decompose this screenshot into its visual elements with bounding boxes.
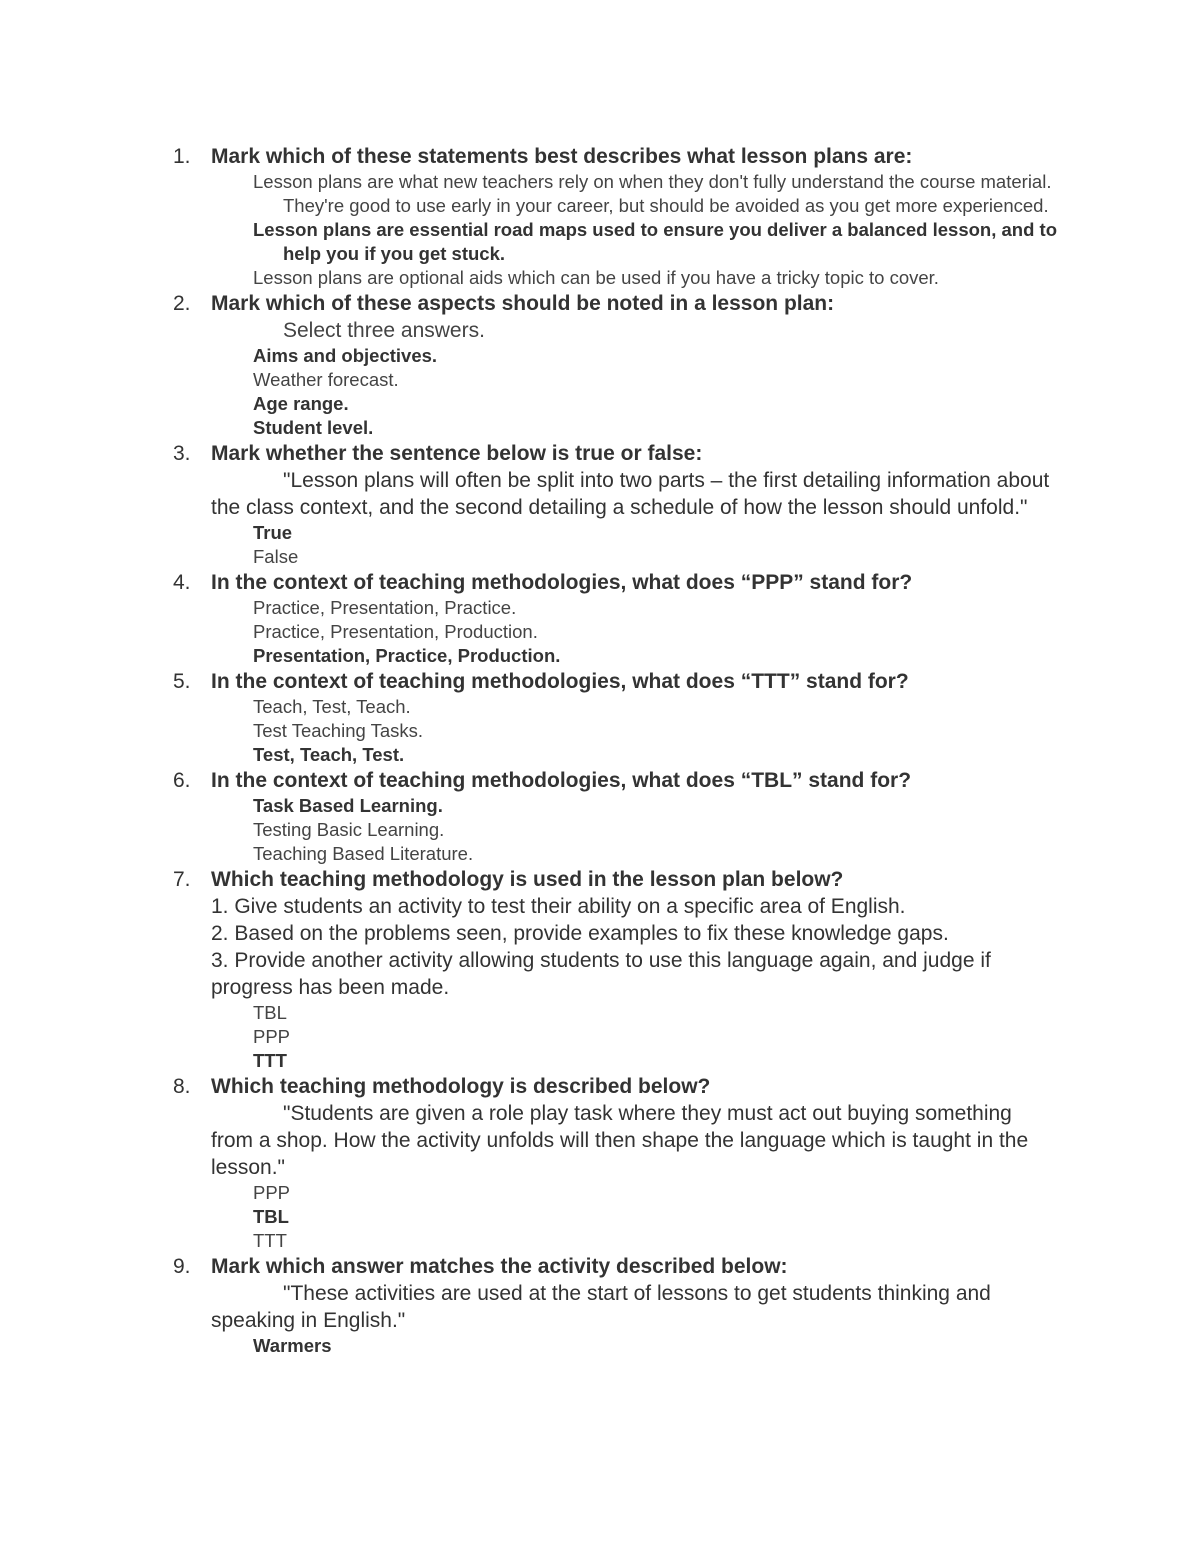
question-text: Mark whether the sentence below is true or false: [211, 442, 703, 465]
answer-options [211, 794, 1200, 866]
answer-option[interactable]: TBL [253, 1002, 287, 1023]
answer-options [211, 596, 1200, 668]
answer-option[interactable]: Testing Basic Learning. [253, 819, 445, 840]
answer-option[interactable]: Lesson plans are what new teachers rely on when they don't fully understand the course material. They're good to use early in your career, but should be avoided as you get more experienced. [253, 171, 1052, 216]
question-text: Mark which of these statements best describes what lesson plans are: [211, 145, 913, 168]
answer-option[interactable]: False [253, 546, 299, 567]
question-number: 2. [173, 292, 191, 315]
answer-option[interactable]: Teach, Test, Teach. [253, 696, 411, 717]
question-number: 6. [173, 769, 191, 792]
answer-option[interactable]: Practice, Presentation, Practice. [253, 597, 517, 618]
answer-option-correct[interactable]: TBL [253, 1206, 289, 1227]
answer-option[interactable]: Teaching Based Literature. [253, 843, 474, 864]
answer-option-correct[interactable]: Student level. [253, 417, 374, 438]
answer-options [211, 1334, 1200, 1358]
question-item [0, 1073, 1200, 1253]
question-text: In the context of teaching methodologies, what does “TTT” stand for? [211, 670, 909, 693]
question-number: 4. [173, 571, 191, 594]
answer-option[interactable]: TTT [253, 1230, 287, 1251]
answer-option-correct[interactable]: Test, Teach, Test. [253, 744, 405, 765]
answer-option[interactable]: PPP [253, 1026, 291, 1047]
answer-option-correct[interactable]: Aims and objectives. [253, 345, 438, 366]
answer-options [211, 521, 1200, 569]
quiz-list [0, 143, 1200, 1358]
question-item [0, 143, 1200, 290]
answer-option-correct[interactable]: Lesson plans are essential road maps used to ensure you deliver a balanced lesson, and to help you if you get stuck. [253, 219, 1057, 264]
answer-option-correct[interactable]: True [253, 522, 293, 543]
question-item [0, 569, 1200, 668]
question-instruction: Select three answers. [283, 319, 485, 342]
answer-options [211, 1181, 1200, 1253]
lesson-step: 1. Give students an activity to test their ability on a specific area of English. [211, 895, 906, 918]
question-item [0, 767, 1200, 866]
answer-option[interactable]: Practice, Presentation, Production. [253, 621, 538, 642]
question-text: Mark which answer matches the activity described below: [211, 1255, 788, 1278]
lesson-step: 2. Based on the problems seen, provide examples to fix these knowledge gaps. [211, 922, 949, 945]
question-item [0, 440, 1200, 569]
question-item [0, 290, 1200, 440]
answer-option-correct[interactable]: Task Based Learning. [253, 795, 443, 816]
answer-option-correct[interactable]: TTT [253, 1050, 287, 1071]
answer-options [211, 344, 1200, 440]
question-number: 3. [173, 442, 191, 465]
question-text: In the context of teaching methodologies, what does “TBL” stand for? [211, 769, 912, 792]
question-item [0, 1253, 1200, 1358]
question-prompt: "These activities are used at the start of lessons to get students thinking and speaking in English." [211, 1282, 991, 1332]
question-item [0, 866, 1200, 1073]
question-number: 1. [173, 145, 191, 168]
question-text: Which teaching methodology is used in the lesson plan below? [211, 868, 844, 891]
question-number: 5. [173, 670, 191, 693]
answer-options [211, 1001, 1200, 1073]
question-text: In the context of teaching methodologies, what does “PPP” stand for? [211, 571, 913, 594]
question-number: 9. [173, 1255, 191, 1278]
answer-option[interactable]: Test Teaching Tasks. [253, 720, 424, 741]
question-item [0, 668, 1200, 767]
lesson-step: 3. Provide another activity allowing students to use this language again, and judge if progress has been made. [211, 949, 991, 999]
answer-option-correct[interactable]: Presentation, Practice, Production. [253, 645, 561, 666]
answer-option[interactable]: Weather forecast. [253, 369, 399, 390]
question-prompt: "Lesson plans will often be split into two parts – the first detailing information about the class context, and the second detailing a schedule of how the lesson should unfold." [211, 469, 1050, 519]
question-prompt: "Students are given a role play task where they must act out buying something from a shop. How the activity unfolds will then shape the language which is taught in the lesson." [211, 1102, 1029, 1179]
answer-option-correct[interactable]: Warmers [253, 1335, 332, 1356]
question-number: 8. [173, 1075, 191, 1098]
answer-option[interactable]: Lesson plans are optional aids which can be used if you have a tricky topic to cover. [253, 267, 939, 288]
question-text: Mark which of these aspects should be noted in a lesson plan: [211, 292, 835, 315]
question-text: Which teaching methodology is described below? [211, 1075, 711, 1098]
answer-option-correct[interactable]: Age range. [253, 393, 349, 414]
question-number: 7. [173, 868, 191, 891]
answer-options [211, 695, 1200, 767]
answer-options [211, 170, 1200, 290]
answer-option[interactable]: PPP [253, 1182, 291, 1203]
